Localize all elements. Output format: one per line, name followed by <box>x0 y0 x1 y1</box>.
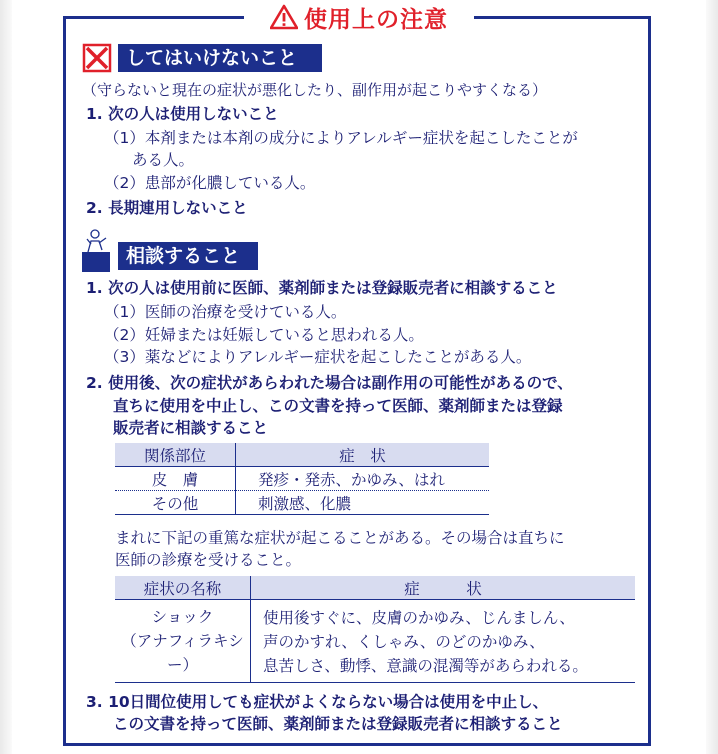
left-edge-shadow <box>0 0 12 754</box>
consult-item-1-sub-3: （3）薬などによりアレルギー症状を起こしたことがある人。 <box>104 348 532 366</box>
symptom-name-line-2: （アナフィラキシー） <box>121 632 244 674</box>
donts-item-1-sub-2: （2）患部が化膿している人。 <box>104 174 316 192</box>
consult-person-icon <box>82 228 112 272</box>
right-edge-shadow <box>706 0 718 754</box>
table-cell-symptom: 刺激感、化膿 <box>236 491 490 515</box>
warning-icon <box>270 4 298 30</box>
table-cell-symptom: 発疹・発赤、かゆみ、はれ <box>236 467 490 491</box>
table-header-name: 症状の名称 <box>115 576 251 600</box>
title-block <box>244 0 474 34</box>
table-cell-part: その他 <box>115 491 236 515</box>
table-row <box>115 467 489 491</box>
consult-item-3-line-1: 3. 10日間位使用しても症状がよくならない場合は使用を中止し、 <box>86 693 549 711</box>
table-row <box>115 491 489 515</box>
consult-item-3-line-2: この文書を持って医師、薬剤師または登録販売者に相談すること <box>113 715 563 733</box>
table-cell-symptom <box>251 600 636 683</box>
serious-symptoms-table <box>115 576 635 683</box>
rare-note-line-2: 医師の診療を受けること。 <box>115 551 302 569</box>
symptom-desc-line-1: 使用後すぐに、皮膚のかゆみ、じんましん、 <box>263 609 575 627</box>
consult-item-1-sub-2: （2）妊婦または妊娠していると思われる人。 <box>104 326 424 344</box>
donts-item-1-sub-1-line-1: （1）本剤または本剤の成分によりアレルギー症状を起こしたことが <box>104 129 578 147</box>
consult-item-2-line-2: 直ちに使用を中止し、この文書を持って医師、薬剤師または登録 <box>113 397 563 415</box>
consult-item-1: 1. 次の人は使用前に医師、薬剤師または登録販売者に相談すること <box>86 279 558 297</box>
page-title: 使用上の注意 <box>304 6 448 33</box>
consult-item-1-sub-1: （1）医師の治療を受けている人。 <box>104 303 347 321</box>
donts-header: してはいけないこと <box>118 44 322 72</box>
donts-item-1-sub-1-line-2: ある人。 <box>132 151 195 169</box>
donts-item-1: 1. 次の人は使用しないこと <box>86 105 279 123</box>
table-cell-part: 皮 膚 <box>115 467 236 491</box>
table-header-symptom: 症 状 <box>251 576 636 600</box>
donts-item-2: 2. 長期連用しないこと <box>86 199 248 217</box>
symptom-desc-line-3: 息苦しさ、動悸、意識の混濁等があらわれる。 <box>263 657 588 675</box>
symptom-name-line-1: ショック <box>151 608 214 626</box>
consult-item-2-line-3: 販売者に相談すること <box>113 419 269 437</box>
table-cell-name <box>115 600 251 683</box>
table-header-symptom: 症 状 <box>236 443 490 467</box>
symptom-desc-line-2: 声のかすれ、くしゃみ、のどのかゆみ、 <box>263 633 545 651</box>
donts-note: （守らないと現在の症状が悪化したり、副作用が起こりやすくなる） <box>82 81 548 99</box>
table-row <box>115 600 635 683</box>
prohibited-icon <box>82 43 112 73</box>
consult-header: 相談すること <box>118 242 258 270</box>
table-header-part: 関係部位 <box>115 443 236 467</box>
rare-note-line-1: まれに下記の重篤な症状が起こることがある。その場合は直ちに <box>115 529 565 547</box>
side-effects-table <box>115 443 489 515</box>
consult-item-2-line-1: 2. 使用後、次の症状があらわれた場合は副作用の可能性があるので、 <box>86 374 573 392</box>
